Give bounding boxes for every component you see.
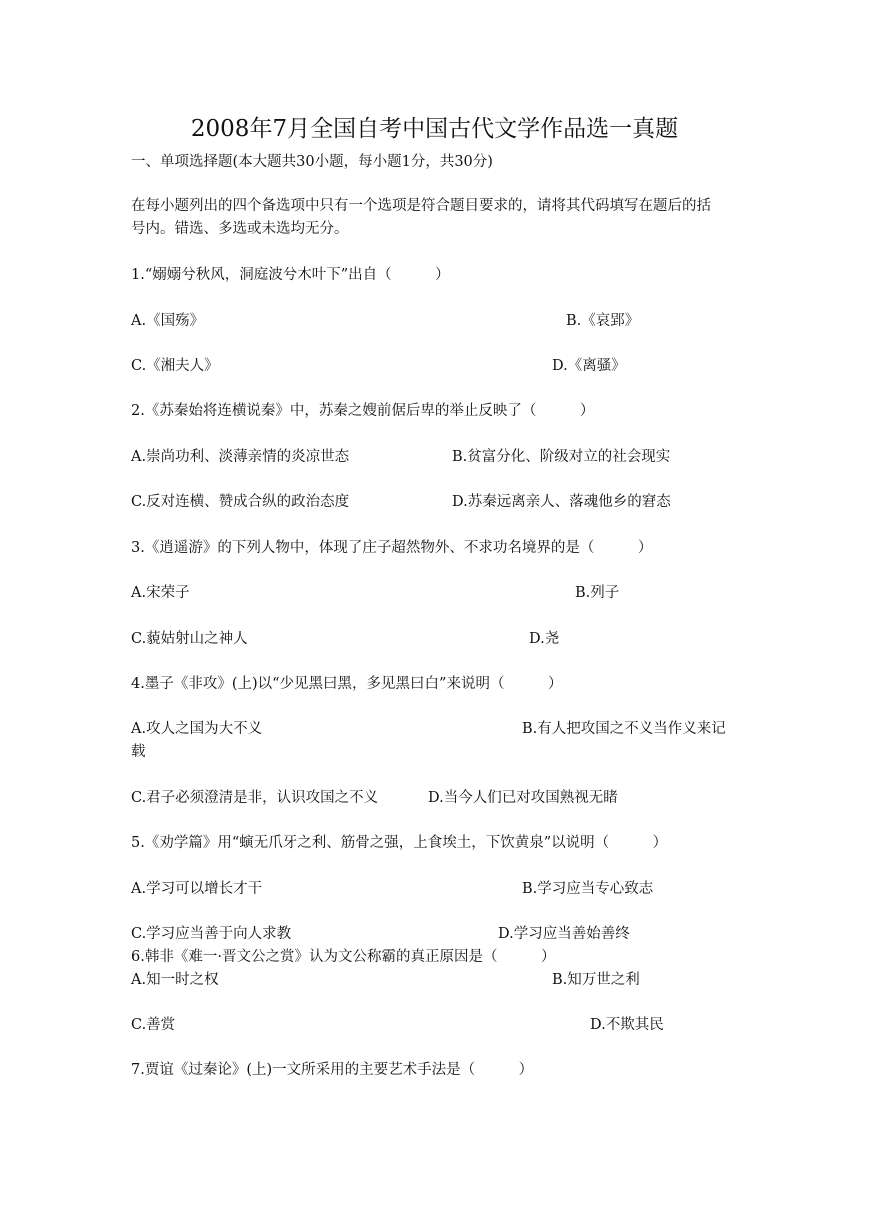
section-heading: 一、单项选择题(本大题共30小题，每小题1分，共30分) — [131, 154, 493, 170]
question-1-option-c: C.《湘夫人》 — [131, 358, 219, 374]
question-2-option-b: B.贫富分化、阶级对立的社会现实 — [452, 449, 671, 465]
question-5-option-b: B.学习应当专心致志 — [522, 881, 654, 897]
question-5-option-d: D.学习应当善始善终 — [498, 926, 630, 942]
question-2-option-a: A.崇尚功利、淡薄亲情的炎凉世态 — [131, 449, 350, 465]
question-6-option-d: D.不欺其民 — [590, 1017, 664, 1033]
question-2-option-c: C.反对连横、赞成合纵的政治态度 — [131, 494, 350, 510]
question-3-option-b: B.列子 — [575, 585, 620, 601]
question-3-option-d: D.尧 — [529, 631, 560, 647]
question-1-stem: 1.“嫋嫋兮秋风，洞庭波兮木叶下”出自（ ） — [131, 267, 450, 283]
question-6-option-a: A.知一时之权 — [131, 972, 219, 988]
question-4-option-d: D.当今人们已对攻国熟视无睹 — [428, 790, 618, 806]
question-4-stem: 4.墨子《非攻》(上)以“少见黑曰黑，多见黑曰白”来说明（ ） — [131, 676, 563, 692]
question-5-option-a: A.学习可以增长才干 — [131, 881, 263, 897]
question-5-stem: 5.《劝学篇》用“螾无爪牙之利、筋骨之强，上食埃土，下饮黄泉”以说明（ ） — [131, 835, 668, 851]
question-1-option-d: D.《离骚》 — [552, 358, 626, 374]
question-6-option-b: B.知万世之利 — [552, 972, 640, 988]
instructions-line-2: 号内。错选、多选或未选均无分。 — [131, 221, 349, 237]
question-1-option-b: B.《哀郢》 — [566, 313, 640, 329]
question-3-option-a: A.宋荣子 — [131, 585, 190, 601]
question-3-stem: 3.《逍遥游》的下列人物中，体现了庄子超然物外、不求功名境界的是（ ） — [131, 540, 653, 556]
question-5-option-c: C.学习应当善于向人求教 — [131, 926, 292, 942]
question-4-option-b: B.有人把攻国之不义当作义来记 — [522, 721, 726, 737]
question-2-stem: 2.《苏秦始将连横说秦》中，苏秦之嫂前倨后卑的举止反映了（ ） — [131, 403, 595, 419]
question-1-option-a: A.《国殇》 — [131, 313, 205, 329]
question-2-option-d: D.苏秦远离亲人、落魂他乡的窘态 — [452, 494, 671, 510]
question-6-stem: 6.韩非《难一·晋文公之赏》认为文公称霸的真正原因是（ ） — [131, 949, 556, 965]
question-4-option-b-wrap: 载 — [131, 744, 146, 760]
question-4-option-a: A.攻人之国为大不义 — [131, 721, 263, 737]
question-7-stem: 7.贾谊《过秦论》(上)一文所采用的主要艺术手法是（ ） — [131, 1062, 534, 1078]
question-3-option-c: C.藐姑射山之神人 — [131, 631, 248, 647]
question-6-option-c: C.善赏 — [131, 1017, 176, 1033]
question-4-option-c: C.君子必须澄清是非，认识攻国之不义 — [131, 790, 379, 806]
document-title: 2008年7月全国自考中国古代文学作品选一真题 — [190, 116, 679, 142]
instructions-line-1: 在每小题列出的四个备选项中只有一个选项是符合题目要求的，请将其代码填写在题后的括 — [131, 198, 711, 214]
